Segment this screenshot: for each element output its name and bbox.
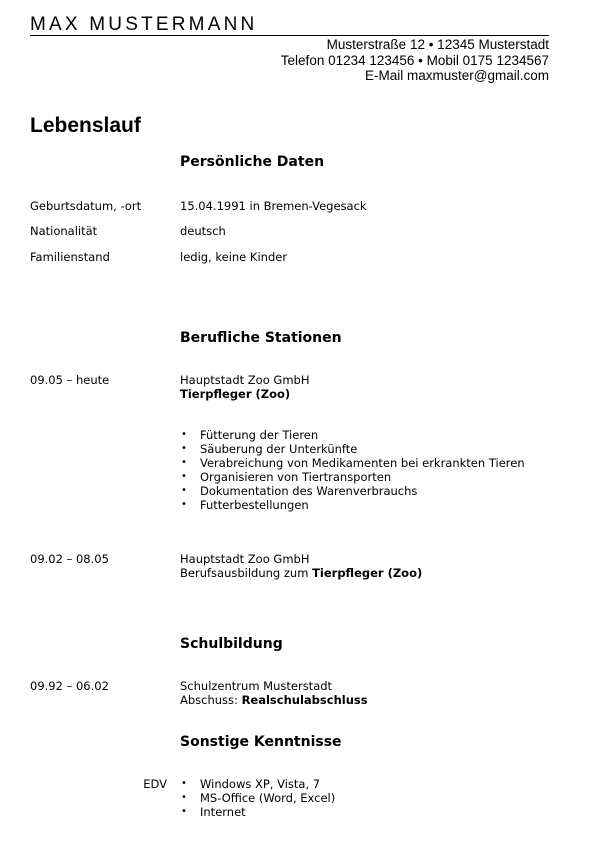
career-company-2: Hauptstadt Zoo GmbH [180, 552, 310, 566]
list-item: • Organisieren von Tiertransporten [180, 470, 525, 484]
list-item: • Internet [180, 805, 335, 819]
list-item: • MS-Office (Word, Excel) [180, 791, 335, 805]
contact-phone: Telefon 01234 123456 • Mobil 0175 1234567 [280, 53, 549, 68]
personal-label-family: Familienstand [30, 250, 110, 264]
career-company-1: Hauptstadt Zoo GmbH [180, 373, 310, 387]
career-period-2: 09.02 – 08.05 [30, 552, 109, 566]
career-role-1: Tierpfleger (Zoo) [180, 387, 291, 401]
career-period-1: 09.05 – heute [30, 373, 110, 387]
section-heading-personal: Persönliche Daten [180, 154, 325, 170]
career-task-list [180, 428, 525, 512]
header-divider [30, 35, 549, 36]
school-degree-prefix: Abschuss: [180, 693, 242, 707]
career-role-2-prefix: Berufsausbildung zum [180, 566, 313, 580]
section-heading-skills: Sonstige Kenntnisse [180, 734, 342, 750]
contact-email: E-Mail maxmuster@gmail.com [365, 68, 549, 83]
list-item: • Dokumentation des Warenverbrauchs [180, 484, 525, 498]
document-title: Lebenslauf [30, 114, 141, 137]
school-name: Schulzentrum Musterstadt [180, 679, 333, 693]
personal-label-birth: Geburtsdatum, -ort [30, 199, 142, 213]
contact-address: Musterstraße 12 • 12345 Musterstadt [326, 37, 549, 52]
school-degree-line [180, 693, 368, 707]
school-degree: Realschulabschluss [241, 693, 368, 707]
list-item: • Windows XP, Vista, 7 [180, 777, 335, 791]
list-item: • Säuberung der Unterkünfte [180, 442, 525, 456]
section-heading-career: Berufliche Stationen [180, 330, 342, 346]
personal-label-nationality: Nationalität [30, 224, 98, 238]
section-heading-school: Schulbildung [180, 636, 283, 652]
school-period: 09.92 – 06.02 [30, 679, 109, 693]
list-item: • Fütterung der Tieren [180, 428, 525, 442]
personal-value-birth: 15.04.1991 in Bremen-Vegesack [180, 199, 367, 213]
career-role-2-line [180, 566, 422, 580]
skills-label-edv: EDV [143, 777, 167, 791]
list-item: • Futterbestellungen [180, 498, 525, 512]
list-item: • Verabreichung von Medikamenten bei erkrankten Tieren [180, 456, 525, 470]
skills-edv-list [180, 777, 335, 819]
career-role-2: Tierpfleger (Zoo) [312, 566, 423, 580]
applicant-name: MAX MUSTERMANN [30, 14, 258, 35]
personal-value-nationality: deutsch [180, 224, 226, 238]
personal-value-family: ledig, keine Kinder [180, 250, 288, 264]
